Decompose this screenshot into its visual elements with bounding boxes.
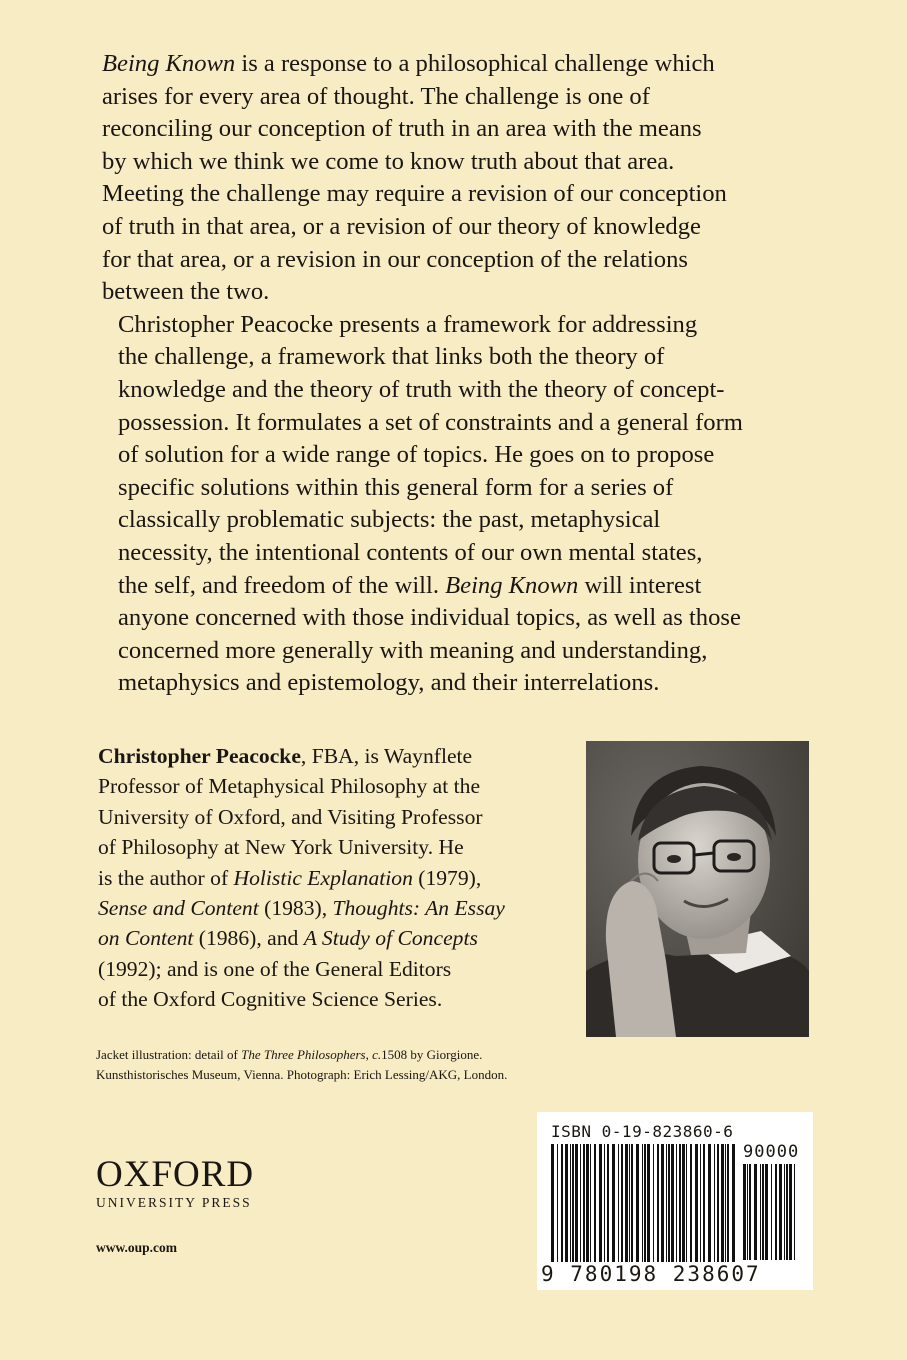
barcode-bar — [725, 1144, 726, 1262]
barcode-bar — [565, 1144, 568, 1262]
text-run: University of Oxford, and Visiting Professor — [98, 804, 483, 829]
text-line — [102, 48, 822, 81]
jacket-blurb — [102, 48, 822, 700]
text-line — [102, 244, 822, 277]
text-line — [102, 635, 822, 668]
barcode-bar — [572, 1144, 574, 1262]
text-line — [102, 178, 822, 211]
text-line — [98, 863, 578, 893]
text-line — [102, 276, 822, 309]
barcode-bar — [657, 1144, 659, 1262]
barcode-bar — [618, 1144, 619, 1262]
text-run: Kunsthistorisches Museum, Vienna. Photograph: Erich Lessing/AKG, London. — [96, 1067, 508, 1082]
barcode-bar — [794, 1164, 795, 1260]
text-line — [102, 309, 822, 342]
barcode-bar — [762, 1164, 764, 1260]
barcode-bar — [631, 1144, 633, 1262]
text-run: , FBA, is Waynflete — [300, 744, 473, 768]
text-line — [98, 954, 578, 984]
barcode-bar — [642, 1144, 643, 1262]
text-run: possession. It formulates a set of constraints and a general form — [118, 408, 743, 436]
barcode-bar — [644, 1144, 646, 1262]
addon-bars — [743, 1164, 799, 1260]
text-run: (1992); and is one of the General Editors — [98, 956, 452, 981]
text-run: 1508 by Giorgione. — [381, 1047, 483, 1062]
text-run: the challenge, a framework that links both the theory of — [118, 343, 665, 371]
text-line — [102, 570, 822, 603]
barcode-bar — [703, 1144, 705, 1262]
text-line — [102, 113, 822, 146]
barcode-bar — [629, 1144, 630, 1262]
barcode-bar — [661, 1144, 664, 1262]
barcode-bar — [671, 1144, 674, 1262]
barcode-bar — [789, 1164, 792, 1260]
publisher-logo — [96, 1155, 254, 1211]
text-run: Jacket illustration: detail of — [96, 1047, 242, 1062]
text-run: anyone concerned with those individual topics, as well as those — [118, 604, 741, 632]
author-photo — [586, 741, 809, 1037]
text-run: necessity, the intentional contents of our own mental states, — [118, 538, 703, 566]
barcode-bar — [570, 1144, 571, 1262]
text-run: by which we think we come to know truth about that area. — [102, 147, 675, 175]
barcode-bar — [695, 1144, 698, 1262]
barcode-bar — [714, 1144, 715, 1262]
text-line — [102, 211, 822, 244]
text-run: Meeting the challenge may require a revision of our conception — [102, 180, 727, 208]
author-name: Christopher Peacocke — [98, 744, 301, 768]
text-run: (1979), — [412, 865, 482, 890]
text-line — [98, 741, 578, 771]
barcode-bar — [612, 1144, 615, 1262]
barcode-bar — [636, 1144, 639, 1262]
text-run: (1986), and — [193, 926, 304, 951]
text-run: is the author of — [98, 865, 234, 890]
text-run: concerned more generally with meaning and understanding, — [118, 636, 708, 664]
barcode-bar — [717, 1144, 719, 1262]
text-run: will interest — [578, 571, 702, 599]
barcode-bar — [743, 1164, 746, 1260]
blurb-paragraph-2 — [102, 309, 822, 700]
barcode-bar — [666, 1144, 667, 1262]
barcode-bar — [727, 1144, 729, 1262]
barcode-bar — [686, 1144, 687, 1262]
barcode-bar — [679, 1144, 681, 1262]
text-line — [102, 504, 822, 537]
text-run: of Philosophy at New York University. He — [98, 835, 464, 860]
barcode-bar — [621, 1144, 623, 1262]
barcode-bar — [647, 1144, 650, 1262]
italic-title: Holistic Explanation — [233, 865, 413, 890]
blurb-paragraph-1 — [102, 48, 822, 309]
barcode-bar — [779, 1164, 782, 1260]
text-line — [102, 537, 822, 570]
text-run: of solution for a wide range of topics. He goes on to propose — [118, 441, 715, 469]
text-line — [102, 472, 822, 505]
ean-number: 9 780198 238607 — [541, 1262, 761, 1286]
italic-title: Being Known — [102, 50, 236, 77]
text-run: the self, and freedom of the will. — [118, 571, 446, 599]
barcode-bar — [586, 1144, 589, 1262]
text-line — [102, 667, 822, 700]
text-run: metaphysics and epistemology, and their interrelations. — [118, 669, 660, 697]
italic-title: Sense and Content — [98, 896, 259, 921]
barcode-bar — [594, 1144, 596, 1262]
text-line — [102, 602, 822, 635]
text-line — [102, 374, 822, 407]
text-run: arises for every area of thought. The challenge is one of — [102, 82, 650, 110]
ean-bars — [551, 1144, 737, 1262]
italic-title: Being Known — [445, 571, 579, 599]
text-run: reconciling our conception of truth in an area with the means — [102, 115, 702, 143]
barcode-bar — [784, 1164, 785, 1260]
barcode-bar — [575, 1144, 578, 1262]
italic-title: Thoughts: An Essay — [332, 896, 505, 921]
barcode-bar — [604, 1144, 605, 1262]
author-bio — [98, 741, 578, 1015]
barcode-bar — [754, 1164, 757, 1260]
price-addon-label: 90000 — [743, 1142, 800, 1162]
barcode-bar — [786, 1164, 788, 1260]
barcode-bar — [607, 1144, 609, 1262]
text-run: for that area, or a revision in our conception of the relations — [102, 245, 688, 273]
barcode-bar — [690, 1144, 692, 1262]
italic-title: The Three Philosophers — [241, 1047, 366, 1062]
barcode-bar — [747, 1164, 748, 1260]
barcode-bar — [625, 1144, 628, 1262]
text-run: classically problematic subjects: the past, metaphysical — [118, 506, 661, 534]
barcode-bar — [676, 1144, 677, 1262]
barcode-bar — [557, 1144, 558, 1262]
barcode-bar — [599, 1144, 602, 1262]
text-line — [96, 1065, 576, 1085]
barcode-bar — [721, 1144, 724, 1262]
barcode-bar — [580, 1144, 581, 1262]
barcode-bar — [771, 1164, 772, 1260]
text-line — [98, 923, 578, 953]
barcode-bar — [760, 1164, 761, 1260]
barcode-bar — [551, 1144, 554, 1262]
text-run: , — [365, 1047, 373, 1062]
text-run: Christopher Peacocke presents a framework for addressing — [118, 310, 698, 338]
italic-title: A Study of Concepts — [303, 926, 478, 951]
publisher-subtitle: UNIVERSITY PRESS — [96, 1195, 252, 1210]
barcode-bar — [561, 1144, 563, 1262]
text-run: between the two. — [102, 278, 270, 306]
barcode-bar — [708, 1144, 711, 1262]
isbn-label: ISBN 0-19-823860-6 — [551, 1122, 734, 1141]
italic-title: on Content — [98, 926, 194, 951]
text-line — [96, 1045, 576, 1065]
text-line — [102, 439, 822, 472]
italic-title: c. — [372, 1047, 382, 1062]
text-line — [102, 341, 822, 374]
text-line — [98, 832, 578, 862]
text-run: knowledge and the theory of truth with the theory of concept- — [118, 375, 725, 403]
barcode — [537, 1112, 813, 1290]
text-run: of truth in that area, or a revision of our theory of knowledge — [102, 212, 701, 240]
text-line — [98, 984, 578, 1014]
text-run: Professor of Metaphysical Philosophy at the — [98, 774, 481, 799]
text-line — [98, 771, 578, 801]
text-line — [98, 893, 578, 923]
text-run: specific solutions within this general form for a series of — [118, 473, 674, 501]
barcode-bar — [668, 1144, 670, 1262]
barcode-bar — [682, 1144, 685, 1262]
text-run: is a response to a philosophical challenge which — [235, 50, 715, 77]
publisher-name: OXFORD — [96, 1154, 255, 1195]
text-line — [102, 81, 822, 114]
text-run: of the Oxford Cognitive Science Series. — [98, 987, 443, 1012]
barcode-bar — [700, 1144, 701, 1262]
publisher-url: www.oup.com — [96, 1240, 178, 1255]
barcode-bar — [583, 1144, 585, 1262]
barcode-bar — [732, 1144, 735, 1262]
text-line — [98, 802, 578, 832]
barcode-bar — [749, 1164, 751, 1260]
barcode-bar — [765, 1164, 768, 1260]
barcode-bar — [653, 1144, 654, 1262]
barcode-bar — [775, 1164, 777, 1260]
barcode-bar — [590, 1144, 591, 1262]
text-run: (1983), — [258, 896, 333, 921]
text-line — [102, 407, 822, 440]
jacket-credit — [96, 1045, 576, 1085]
text-line — [102, 146, 822, 179]
